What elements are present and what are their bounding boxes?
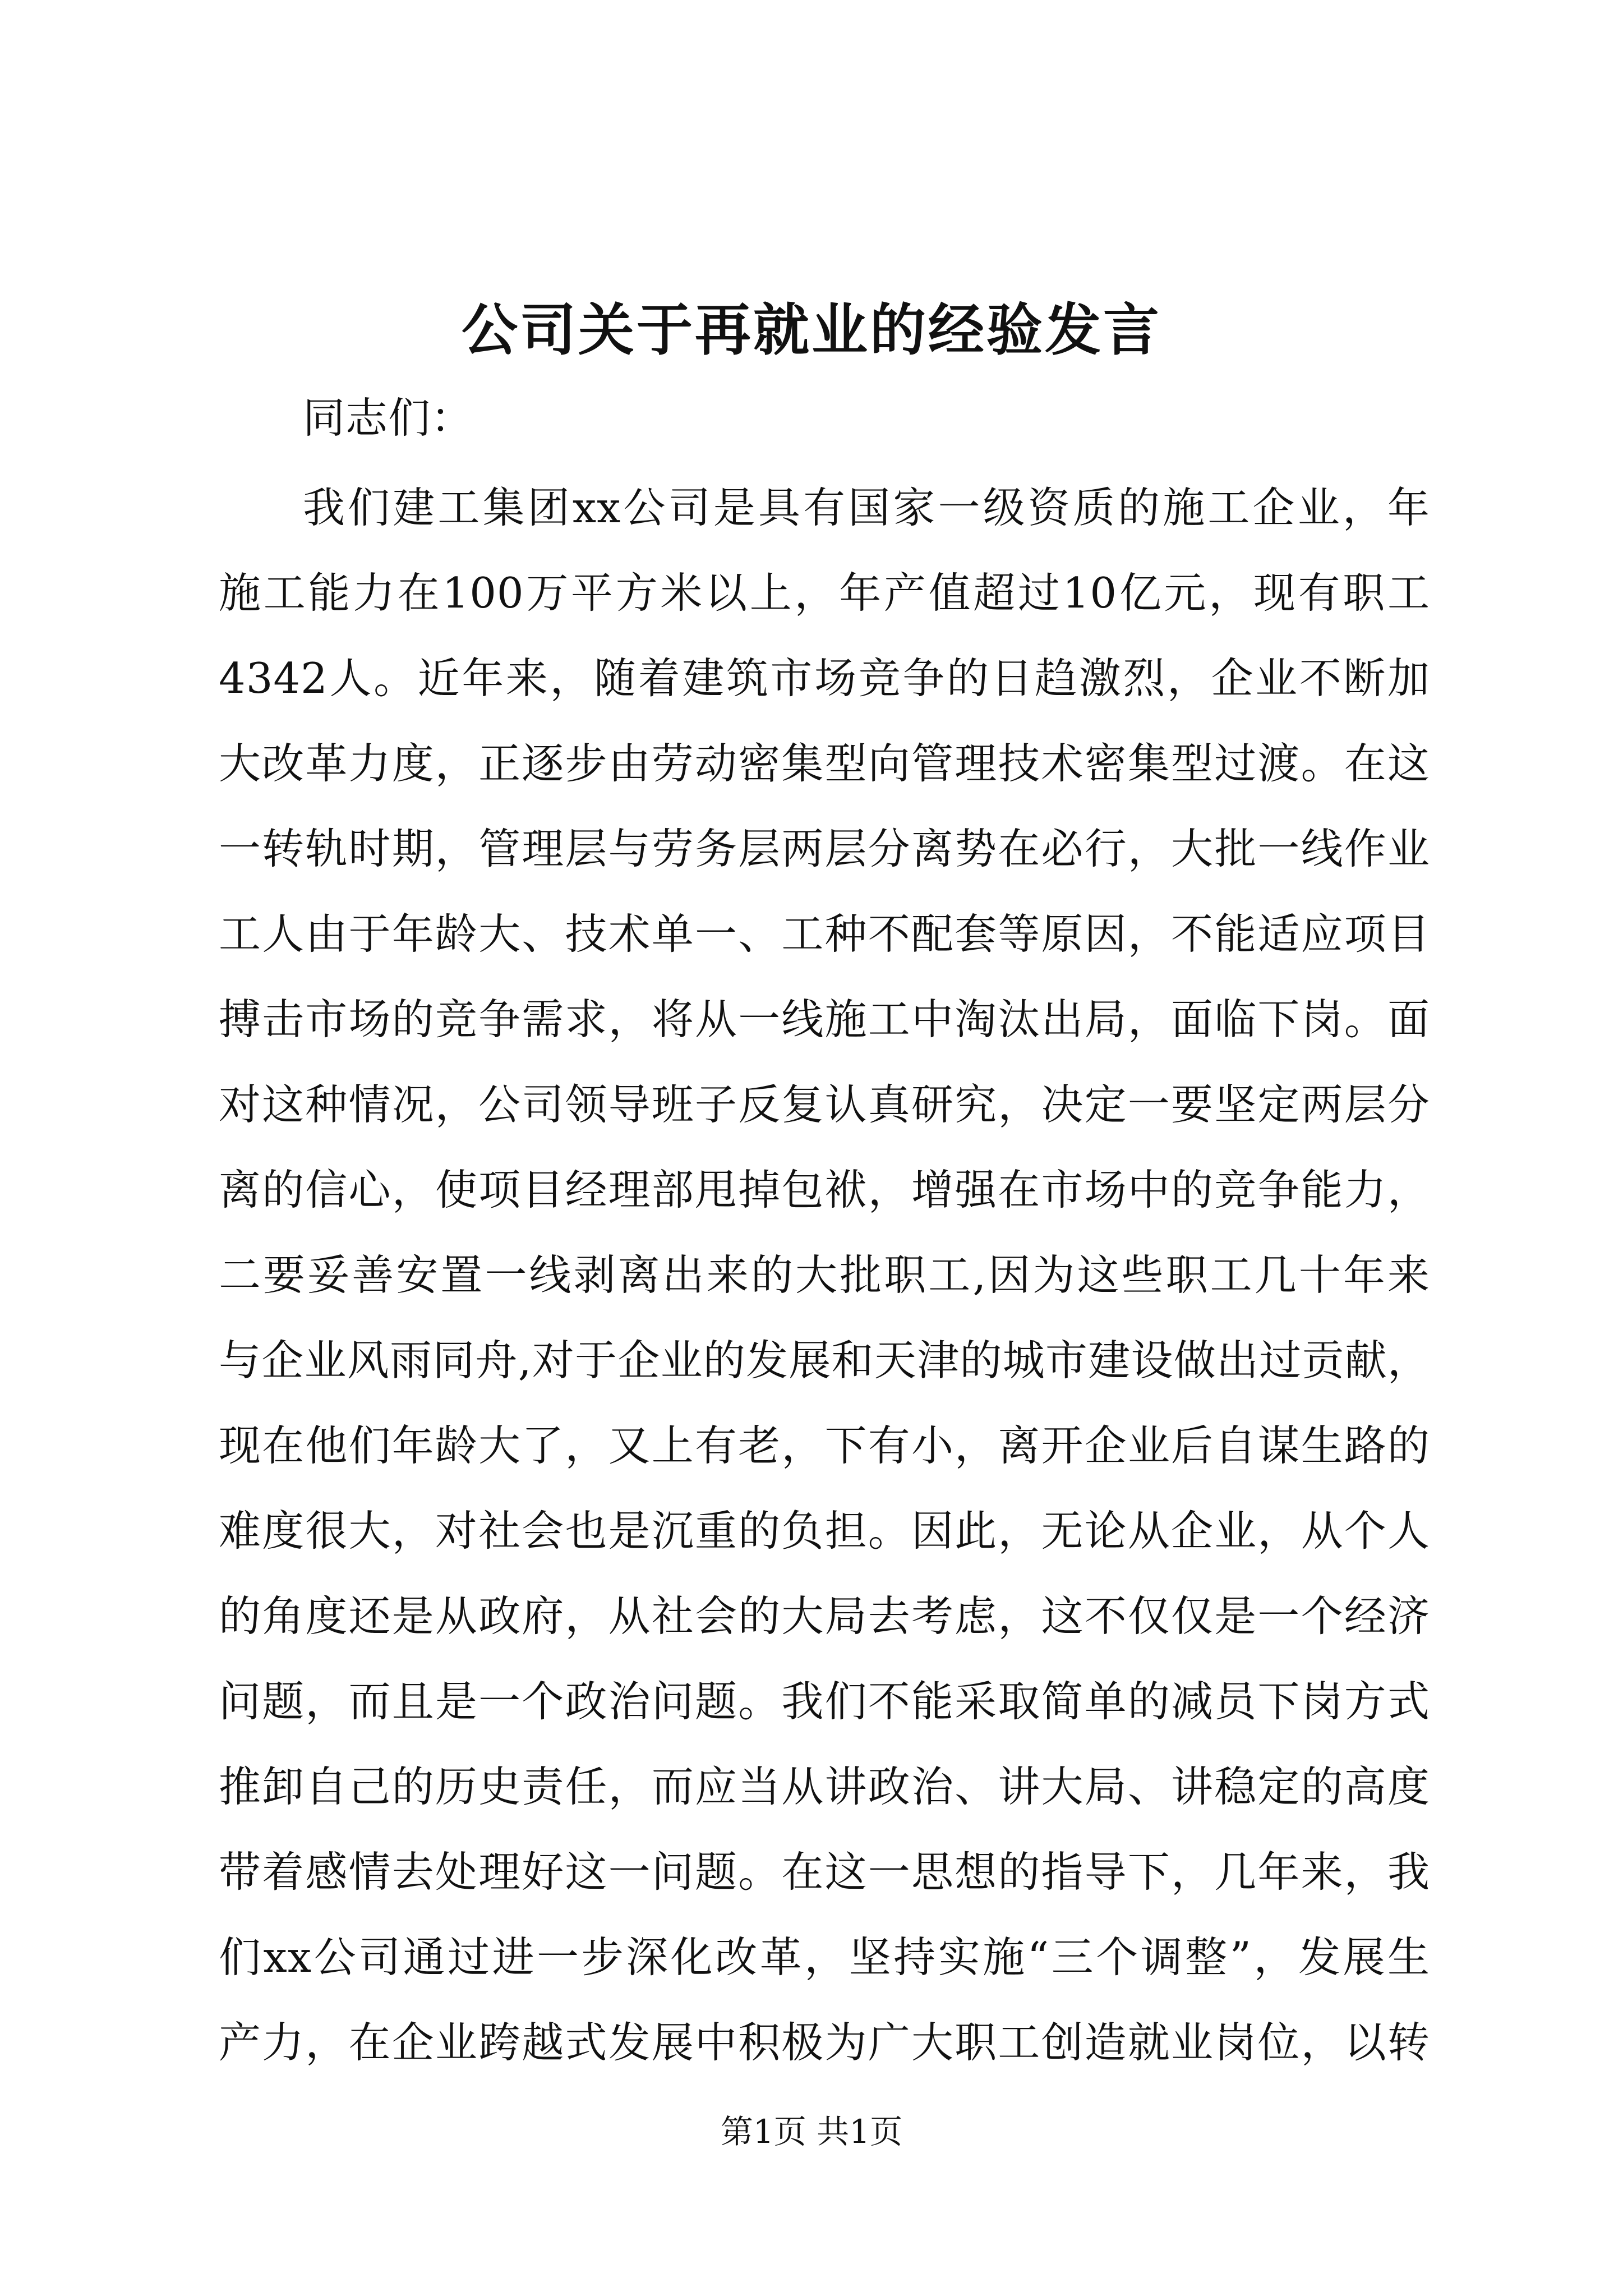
body-line: 大改革力度，正逐步由劳动密集型向管理技术密集型过渡。在这 xyxy=(219,739,1430,788)
body-line: 们xx公司通过进一步深化改革，坚持实施“三个调整”，发展生 xyxy=(219,1932,1430,1982)
body-line: 的角度还是从政府，从社会的大局去考虑，这不仅仅是一个经济 xyxy=(219,1591,1430,1641)
body-line: 产力，在企业跨越式发展中积极为广大职工创造就业岗位，以转 xyxy=(219,2018,1430,2067)
body-line: 难度很大，对社会也是沉重的负担。因此，无论从企业，从个人 xyxy=(219,1506,1430,1556)
body-line: 一转轨时期，管理层与劳务层两层分离势在必行，大批一线作业 xyxy=(219,824,1430,873)
body-line: 问题，而且是一个政治问题。我们不能采取简单的减员下岗方式 xyxy=(219,1677,1430,1726)
body-line: 现在他们年龄大了，又上有老，下有小，离开企业后自谋生路的 xyxy=(219,1421,1430,1470)
body-line: 离的信心，使项目经理部甩掉包袱，增强在市场中的竞争能力， xyxy=(219,1165,1430,1214)
body-line: 对这种情况，公司领导班子反复认真研究，决定一要坚定两层分 xyxy=(219,1080,1430,1129)
body-line: 搏击市场的竞争需求，将从一线施工中淘汰出局，面临下岗。面 xyxy=(219,995,1430,1044)
body-line: 推卸自己的历史责任，而应当从讲政治、讲大局、讲稳定的高度 xyxy=(219,1762,1430,1811)
page-footer: 第1页 共1页 xyxy=(720,2113,903,2151)
body-line: 二要妥善安置一线剥离出来的大批职工,因为这些职工几十年来 xyxy=(219,1250,1430,1300)
body-line: 4342人。近年来，随着建筑市场竞争的日趋激烈，企业不断加 xyxy=(219,654,1430,703)
body-line: 工人由于年龄大、技术单一、工种不配套等原因，不能适应项目 xyxy=(219,909,1430,959)
body-line: 我们建工集团xx公司是具有国家一级资质的施工企业，年 xyxy=(303,483,1430,532)
salutation: 同志们： xyxy=(303,393,474,443)
body-line: 带着感情去处理好这一问题。在这一思想的指导下，几年来，我 xyxy=(219,1847,1430,1897)
body-line: 与企业风雨同舟,对于企业的发展和天津的城市建设做出过贡献， xyxy=(219,1336,1430,1385)
document-title: 公司关于再就业的经验发言 xyxy=(462,297,1161,363)
body-line: 施工能力在100万平方米以上，年产值超过10亿元，现有职工 xyxy=(219,568,1430,618)
